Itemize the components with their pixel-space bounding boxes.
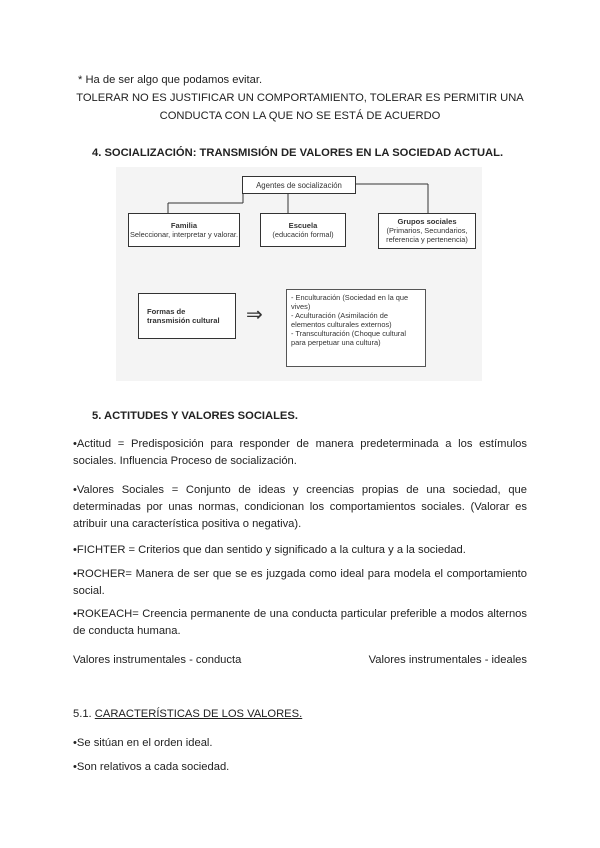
escuela-subtitle: (educación formal) [272,230,334,239]
instrumentales-ideales: Valores instrumentales - ideales [368,654,527,666]
fichter-paragraph: •FICHTER = Criterios que dan sentido y significado a la cultura y a la sociedad. [73,544,466,556]
agentes-label: Agentes de socialización [256,181,342,190]
grupos-subtitle: (Primarios, Secundarios, referencia y pertenencia) [386,226,468,244]
familia-box [128,213,240,247]
caracteristica-item-2: •Son relativos a cada sociedad. [73,761,230,773]
caracteristica-item-1: •Se sitúan en el orden ideal. [73,737,213,749]
formas-line-1: Formas de [147,307,186,316]
section-5-heading: 5. ACTITUDES Y VALORES SOCIALES. [92,410,298,422]
familia-subtitle: Seleccionar, interpretar y valorar. [129,230,239,239]
socialization-diagram [116,167,482,381]
section-4-heading: 4. SOCIALIZACIÓN: TRANSMISIÓN DE VALORES EN LA SOCIEDAD ACTUAL. [92,147,504,159]
section-5-1-title: CARACTERÍSTICAS DE LOS VALORES. [94,708,303,720]
tolerar-line-1: TOLERAR NO ES JUSTIFICAR UN COMPORTAMIENTO, TOLERAR ES PERMITIR UNA [76,92,524,104]
instrumentales-conducta: Valores instrumentales - conducta [73,654,242,666]
grupos-title: Grupos sociales [397,217,457,226]
familia-title: Familia [170,221,198,230]
valores-sociales-paragraph: •Valores Sociales = Conjunto de ideas y creencias propias de una sociedad, que determinadas por unas normas, condicionan los comportamientos sociales. (Valorar es atribuir una característica positiva o negativa). [73,484,527,530]
grupos-box [378,213,476,249]
transculturacion-text: - Transculturación (Choque cultural para perpetuar una cultura) [291,329,407,347]
actitud-paragraph: •Actitud = Predisposición para responder de manera predeterminada a los estímulos sociales. Influencia Proceso de socialización. [73,438,527,467]
formas-line-2: transmisión cultural [147,316,220,325]
transmision-box [286,289,426,367]
escuela-box [260,213,346,247]
section-5-1-number: 5.1. [73,708,95,720]
enculturacion-text: - Enculturación (Sociedad en la que vives) [291,293,409,311]
rokeach-paragraph: •ROKEACH= Creencia permanente de una conducta particular preferible a modos alternos de conducta humana. [73,608,527,637]
agentes-box [242,176,356,194]
rocher-paragraph: •ROCHER= Manera de ser que se es juzgada como ideal para modela el comportamiento social. [73,568,527,597]
tolerar-line-2: CONDUCTA CON LA QUE NO SE ESTÁ DE ACUERDO [159,110,441,122]
section-5-1-heading [73,706,302,723]
formas-box [138,293,236,339]
arrow-icon: ⇒ [246,304,263,326]
aculturacion-text: - Aculturación (Asimilación de elementos culturales externos) [291,311,392,329]
escuela-title: Escuela [288,221,318,230]
note-text: * Ha de ser algo que podamos evitar. [78,74,263,86]
